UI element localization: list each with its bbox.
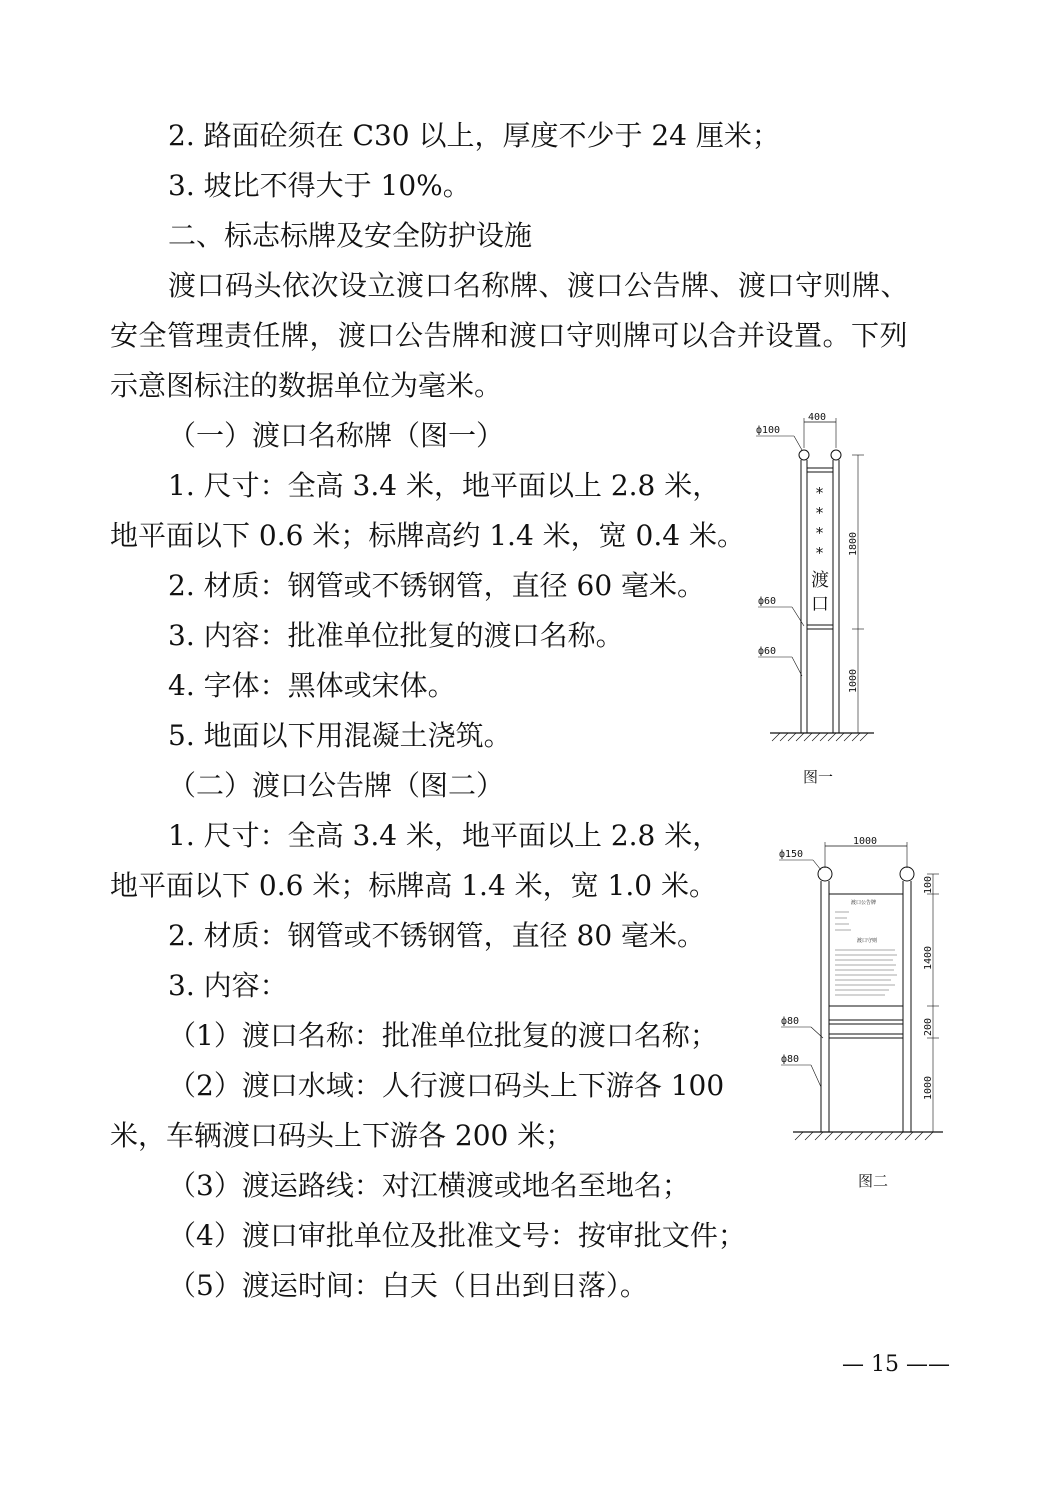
figure-1-diagram xyxy=(752,408,892,748)
text-line: （4）渡口审批单位及批准文号：按审批文件； xyxy=(168,1219,746,1252)
text-line: （3）渡运路线：对江横渡或地名至地名； xyxy=(168,1169,690,1202)
page-number-dash-right: —— xyxy=(906,1352,950,1377)
fig2-board-subtitle: 渡口守则 xyxy=(857,938,878,944)
text-line: 1. 尺寸：全高 3.4 米，地平面以上 2.8 米， xyxy=(168,819,721,852)
section-heading: 二、标志标牌及安全防护设施 xyxy=(168,219,533,252)
fig2-width-dim: 1000 xyxy=(853,836,878,847)
text-line: 地平面以下 0.6 米；标牌高约 1.4 米，宽 0.4 米。 xyxy=(110,519,745,552)
page-number-value: 15 xyxy=(871,1352,899,1377)
fig1-sign-char: * xyxy=(815,484,825,502)
page-number-dash-left: — xyxy=(842,1352,864,1377)
fig1-sign-char: 口 xyxy=(811,594,829,615)
text-line: 3. 内容：批准单位批复的渡口名称。 xyxy=(168,619,624,652)
fig1-mid-dia-label: ф60 xyxy=(758,596,777,607)
fig1-top-dim: 1800 xyxy=(848,531,859,556)
fig2-low-dia-label: ф80 xyxy=(781,1054,800,1065)
text-line: 地平面以下 0.6 米；标牌高 1.4 米，宽 1.0 米。 xyxy=(110,869,717,902)
text-line: 2. 路面砼须在 C30 以上，厚度不少于 24 厘米； xyxy=(168,119,780,152)
text-line: （2）渡口水域：人行渡口码头上下游各 100 xyxy=(168,1069,725,1102)
text-line: 3. 坡比不得大于 10%。 xyxy=(168,169,471,202)
figure-2-caption: 图二 xyxy=(858,1172,889,1190)
text-line: 3. 内容： xyxy=(168,969,288,1002)
text-line: 1. 尺寸：全高 3.4 米，地平面以上 2.8 米， xyxy=(168,469,721,502)
subsection-heading: （一）渡口名称牌（图一） xyxy=(168,419,505,452)
fig1-low-dia-label: ф60 xyxy=(758,646,777,657)
text-line: 渡口码头依次设立渡口名称牌、渡口公告牌、渡口守则牌、 xyxy=(168,269,910,302)
fig2-board-title: 渡口公告牌 xyxy=(851,900,877,906)
fig2-gap-dim: 200 xyxy=(923,1017,934,1036)
text-line: （1）渡口名称：批准单位批复的渡口名称； xyxy=(168,1019,718,1052)
page-number xyxy=(842,1352,950,1378)
fig2-mid-dia-label: ф80 xyxy=(781,1016,800,1027)
fig2-top-dia-label: ф150 xyxy=(779,849,804,860)
fig1-bottom-dim: 1000 xyxy=(848,668,859,693)
subsection-heading: （二）渡口公告牌（图二） xyxy=(168,769,505,802)
fig2-bottom-dim: 1000 xyxy=(923,1075,934,1100)
text-line: 2. 材质：钢管或不锈钢管，直径 80 毫米。 xyxy=(168,919,706,952)
fig1-sign-char: 渡 xyxy=(811,570,829,591)
fig1-width-dim: 400 xyxy=(808,412,827,423)
text-line: 5. 地面以下用混凝土浇筑。 xyxy=(168,719,512,752)
fig1-top-dia-label: ф100 xyxy=(756,425,781,436)
fig2-board-dim: 1400 xyxy=(923,945,934,970)
fig1-sign-char: * xyxy=(815,544,825,562)
text-line: 2. 材质：钢管或不锈钢管，直径 60 毫米。 xyxy=(168,569,706,602)
fig2-top-dim: 100 xyxy=(923,875,934,894)
figure-1-caption: 图一 xyxy=(803,768,834,786)
figure-2-diagram xyxy=(775,832,955,1142)
fig1-sign-char: * xyxy=(815,504,825,522)
text-line: 米，车辆渡口码头上下游各 200 米； xyxy=(110,1119,574,1152)
text-line: （5）渡运时间：白天（日出到日落）。 xyxy=(168,1269,648,1302)
fig1-sign-char: * xyxy=(815,524,825,542)
text-line: 4. 字体：黑体或宋体。 xyxy=(168,669,456,702)
text-line: 示意图标注的数据单位为毫米。 xyxy=(110,369,503,402)
text-line: 安全管理责任牌，渡口公告牌和渡口守则牌可以合并设置。下列 xyxy=(110,319,909,352)
